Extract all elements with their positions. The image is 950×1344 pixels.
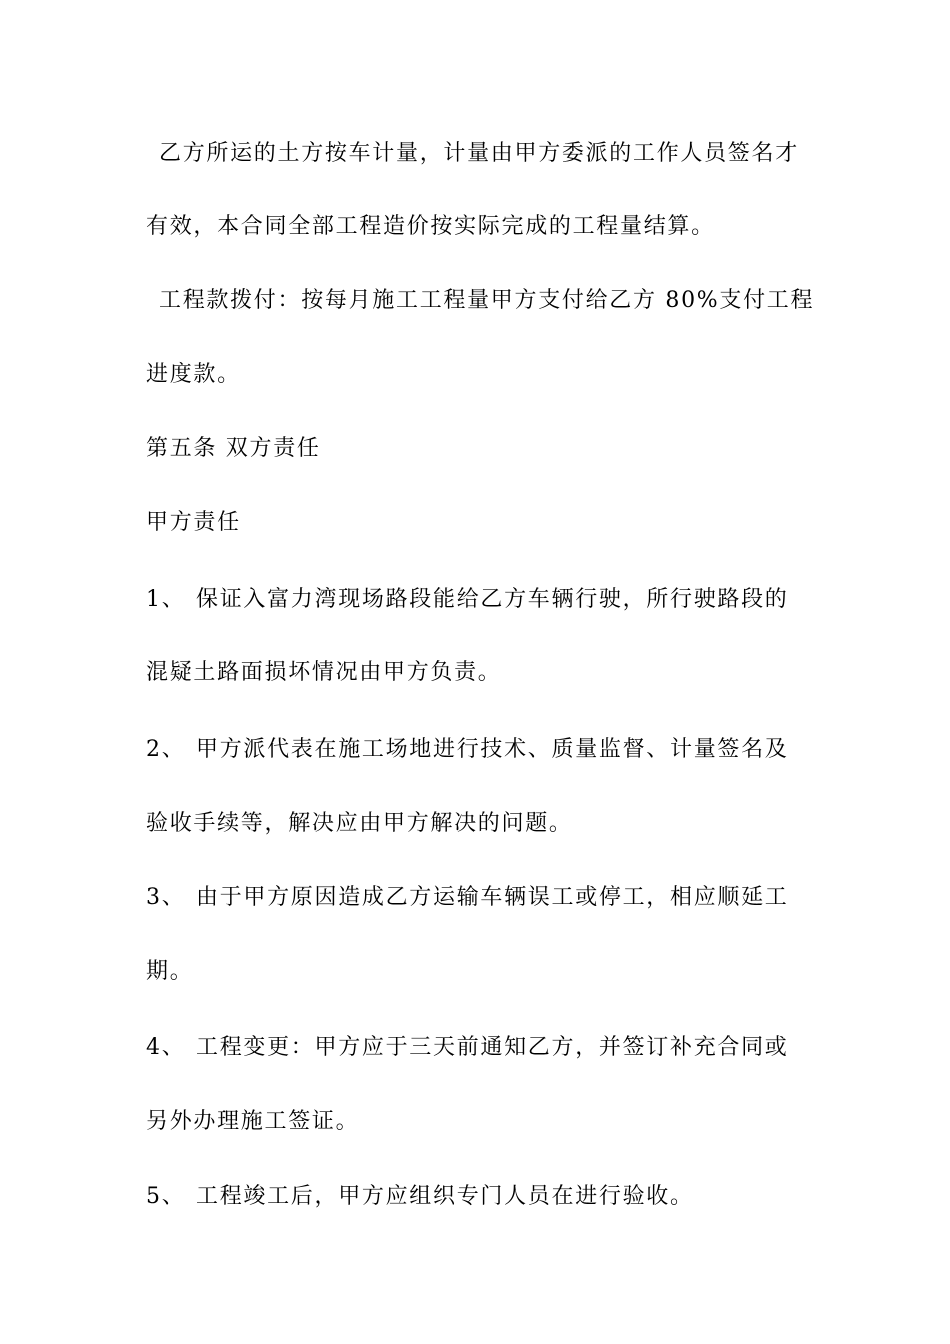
subsection-heading: 甲方责任 — [146, 510, 241, 535]
list-item-text: 甲方派代表在施工场地进行技术、质量监督、计量签名及 — [196, 737, 789, 762]
paragraph-line: 验收手续等，解决应由甲方解决的问题。 — [146, 811, 573, 836]
list-item-number: 2、 — [146, 737, 186, 762]
list-item-number: 1、 — [146, 587, 186, 612]
list-item-number: 4、 — [146, 1035, 186, 1060]
paragraph-line: 混疑土路面损坏情况由甲方负责。 — [146, 660, 502, 685]
paragraph-line: 另外办理施工签证。 — [146, 1109, 360, 1134]
list-item-text: 工程变更：甲方应于三天前通知乙方，并签订补充合同或 — [196, 1035, 789, 1060]
list-item — [146, 1032, 826, 1064]
list-item-text: 由于甲方原因造成乙方运输车辆误工或停工，相应顺延工 — [196, 885, 789, 910]
list-item — [146, 734, 826, 766]
list-item-text: 保证入富力湾现场路段能给乙方车辆行驶，所行驶路段的 — [196, 587, 789, 612]
paragraph-line: 进度款。 — [146, 362, 241, 387]
paragraph-line: 有效，本合同全部工程造价按实际完成的工程量结算。 — [146, 214, 715, 239]
list-item — [146, 1181, 826, 1213]
paragraph-line: 期。 — [146, 959, 194, 984]
paragraph-line: 乙方所运的土方按车计量，计量由甲方委派的工作人员签名才 — [159, 141, 799, 166]
paragraph-line: 工程款拨付：按每月施工工程量甲方支付给乙方 80%支付工程 — [159, 288, 815, 313]
list-item-number: 3、 — [146, 885, 186, 910]
list-item-text: 工程竣工后，甲方应组织专门人员在进行验收。 — [196, 1184, 694, 1209]
section-heading: 第五条 双方责任 — [146, 436, 321, 461]
list-item — [146, 584, 826, 616]
list-item — [146, 882, 826, 914]
list-item-number: 5、 — [146, 1184, 186, 1209]
